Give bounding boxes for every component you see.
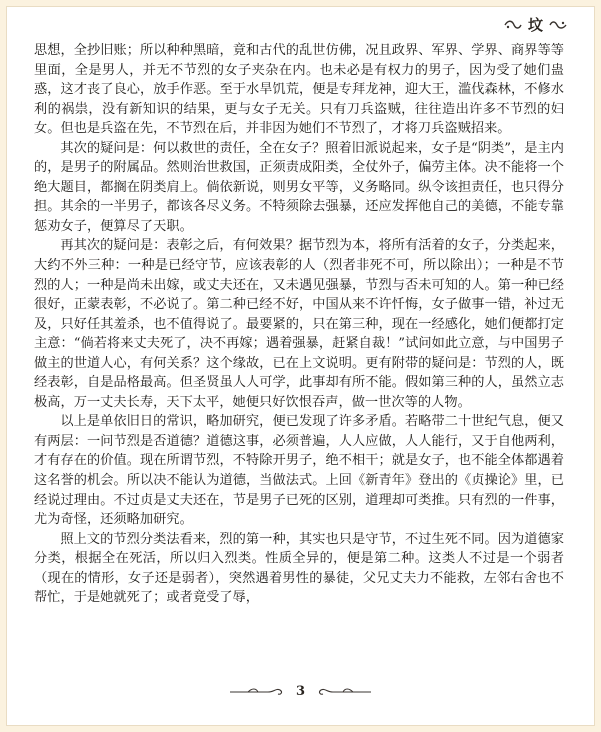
running-header xyxy=(504,14,567,35)
ornament-left-icon xyxy=(504,19,522,31)
body-text xyxy=(34,41,564,608)
paragraph-4: 以上是单依旧日的常识，略加研究，便已发现了许多矛盾。若略带二十世纪气息，便又有两层：一问节烈是否道德？道德这事，必须普遍，人人应做，人人能行，又于自他两利，才有存在的价值。现在所谓节烈，不特除开男子，绝不相干；就是女子，也不能全体都遇着这名誉的机会。所以决不能认为道德，当做法式。上回《新青年》登出的《贞操论》里，已经说过理由。不过贞是丈夫还在，节是男子已死的区别，道理却可类推。只有烈的一件事，尤为奇怪，还须略加研究。 xyxy=(34,414,564,528)
header-title: 坟 xyxy=(527,16,543,34)
footer-ornament-left-icon xyxy=(228,686,288,698)
paragraph-5: 照上文的节烈分类法看来，烈的第一种，其实也只是守节，不过生死不同。因为道德家分类，根据全在死活，所以归入烈类。性质全异的，便是第二种。这类人不过是一个弱者（现在的情形，女子还是弱者），突然遇着男性的暴徒，父兄丈夫力不能救，左邻右舍也不帮忙，于是她就死了；或者竟受了辱， xyxy=(34,531,564,606)
page-footer xyxy=(0,684,601,699)
ornament-right-icon xyxy=(549,19,567,31)
page-number: 3 xyxy=(295,684,306,699)
paragraph-2: 其次的疑问是：何以救世的责任，全在女子？照着旧派说起来，女子是“阴类”，是主内的，是男子的附属品。然则治世救国，正须责成阳类，全仗外子，偏劳主体。决不能将一个绝大题目，都搁在阴类肩上。倘依新说，则男女平等，义务略同。纵令该担责任，也只得分担。其余的一半男子，都该各尽义务。不特须除去强暴，还应发挥他自己的美德，不能专靠惩劝女子，便算尽了天职。 xyxy=(34,140,564,234)
paragraph-3: 再其次的疑问是：表彰之后，有何效果？据节烈为本，将所有活着的女子，分类起来，大约不外三种：一种是已经守节，应该表彰的人（烈者非死不可，所以除出）；一种是不节烈的人；一种是尚未出嫁，或丈夫还在，又未遇见强暴，节烈与否未可知的人。第一种已经很好，正蒙表彰，不必说了。第二种已经不好，中国从来不许忏悔，女子做事一错，补过无及，只好任其羞杀，也不值得说了。最要紧的，只在第三种，现在一经感化，她们便都打定主意：“倘若将来丈夫死了，决不再嫁；遇着强暴，赶紧自裁！”试问如此立意，与中国男子做主的世道人心，有何关系？这个缘故，已在上文说明。更有附带的疑问是：节烈的人，既经表彰，自是品格最高。但圣贤虽人人可学，此事却有所不能。假如第三种的人，虽然立志极高，万一丈夫长寿，天下太平，她便只好饮恨吞声，做一世次等的人物。 xyxy=(34,238,564,410)
paragraph-1: 思想，全抄旧账；所以种种黑暗，竟和古代的乱世仿佛，况且政界、军界、学界、商界等等里面，全是男人，并无不节烈的女子夹杂在内。也未必是有权力的男子，因为受了她们蛊惑，这才丧了良心，放手作恶。至于水旱饥荒，便是专拜龙神，迎大王，滥伐森林，不修水利的祸祟，没有新知识的结果，更与女子无关。只有刀兵盗贼，往往造出许多不节烈的妇女。但也是兵盗在先，不节烈在后，并非因为她们不节烈了，才将刀兵盗贼招来。 xyxy=(34,43,564,137)
footer-ornament-right-icon xyxy=(313,686,373,698)
